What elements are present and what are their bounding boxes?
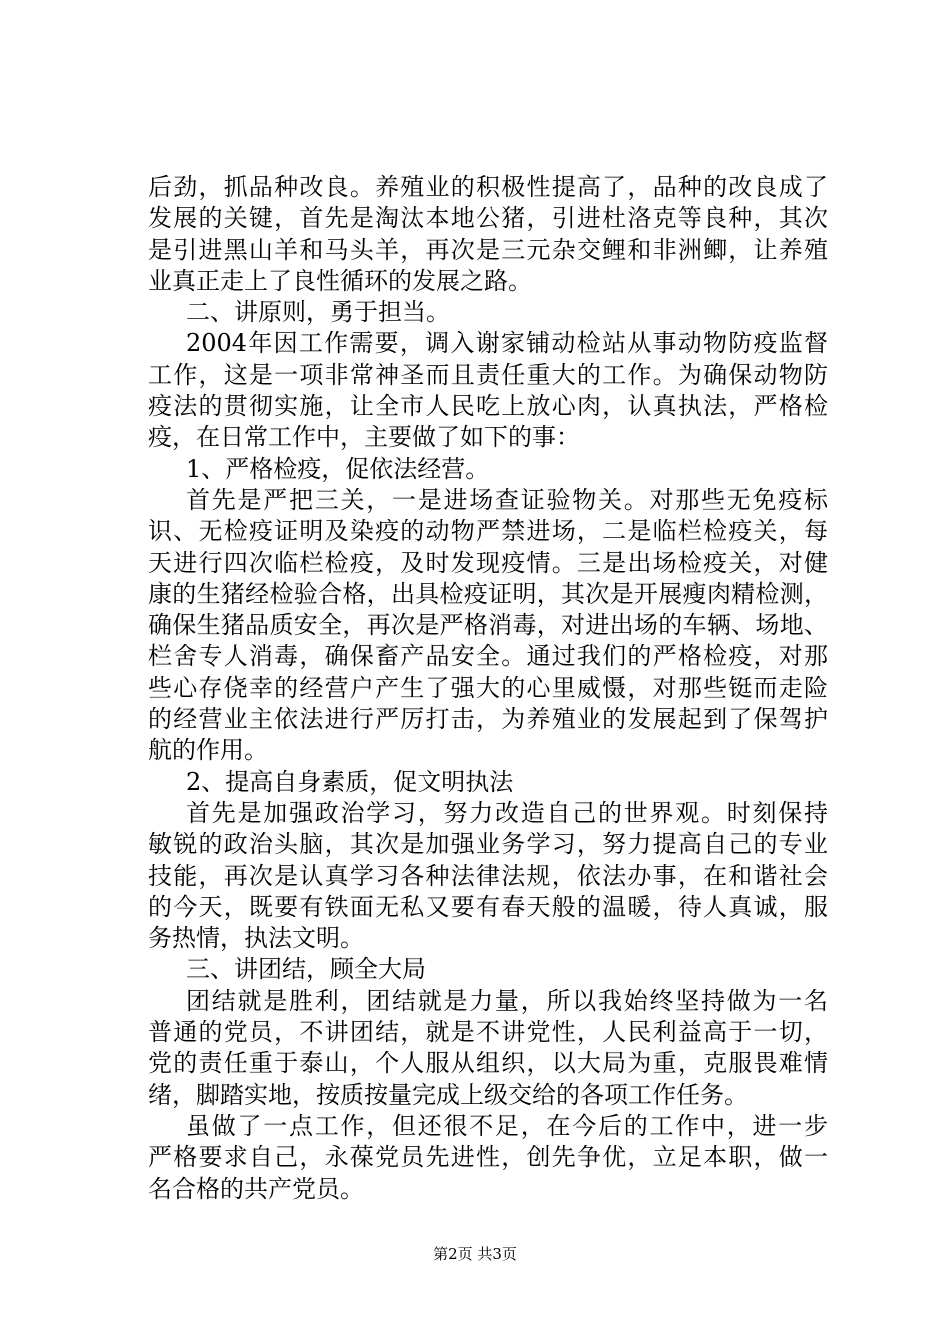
paragraph-line: 2004年因工作需要，调入谢家铺动检站从事动物防疫监督 [186, 329, 828, 358]
paragraph-line: 疫法的贯彻实施，让全市人民吃上放心肉，认真执法，严格检 [148, 392, 828, 421]
paragraph-line: 栏舍专人消毒，确保畜产品安全。通过我们的严格检疫，对那 [148, 642, 828, 671]
paragraph-line: 团结就是胜利，团结就是力量，所以我始终坚持做为一名 [186, 986, 828, 1015]
paragraph-line: 首先是加强政治学习，努力改造自己的世界观。时刻保持 [186, 798, 828, 827]
paragraph-line: 严格要求自己，永葆党员先进性，创先争优，立足本职，做一 [148, 1143, 828, 1172]
paragraph-line: 航的作用。 [148, 736, 268, 765]
section-heading: 三、讲团结，顾全大局 [186, 955, 426, 984]
paragraph-line: 天进行四次临栏检疫，及时发现疫情。三是出场检疫关，对健 [148, 548, 828, 577]
paragraph-line: 名合格的共产党员。 [148, 1174, 364, 1203]
paragraph-line: 确保生猪品质安全，再次是严格消毒，对进出场的车辆、场地、 [148, 611, 828, 640]
paragraph-line: 务热情，执法文明。 [148, 924, 364, 953]
paragraph-line: 的经营业主依法进行严厉打击，为养殖业的发展起到了保驾护 [148, 705, 828, 734]
paragraph-line: 首先是严把三关，一是进场查证验物关。对那些无免疫标 [186, 485, 828, 514]
paragraph-line: 发展的关键，首先是淘汰本地公猪，引进杜洛克等良种，其次 [148, 204, 828, 233]
document-body [148, 172, 828, 1205]
paragraph-line: 普通的党员，不讲团结，就是不讲党性，人民利益高于一切， [148, 1018, 828, 1047]
paragraph-line: 识、无检疫证明及染疫的动物严禁进场，二是临栏检疫关，每 [148, 517, 828, 546]
paragraph-line: 技能，再次是认真学习各种法律法规，依法办事，在和谐社会 [148, 861, 828, 890]
paragraph-line: 虽做了一点工作，但还很不足，在今后的工作中，进一步 [186, 1111, 828, 1140]
subsection-heading: 2、提高自身素质，促文明执法 [186, 767, 514, 796]
paragraph-line: 敏锐的政治头脑，其次是加强业务学习，努力提高自己的专业 [148, 830, 828, 859]
paragraph-line: 绪，脚踏实地，按质按量完成上级交给的各项工作任务。 [148, 1080, 748, 1109]
paragraph-line: 党的责任重于泰山，个人服从组织，以大局为重，克服畏难情 [148, 1049, 828, 1078]
paragraph-line: 康的生猪经检验合格，出具检疫证明，其次是开展瘦肉精检测， [148, 579, 828, 608]
paragraph-line: 工作，这是一项非常神圣而且责任重大的工作。为确保动物防 [148, 360, 828, 389]
paragraph-line: 后劲，抓品种改良。养殖业的积极性提高了，品种的改良成了 [148, 173, 828, 201]
paragraph-line: 业真正走上了良性循环的发展之路。 [148, 266, 532, 295]
paragraph-line: 是引进黑山羊和马头羊，再次是三元杂交鲤和非洲鲫，让养殖 [148, 235, 828, 264]
page-footer: 第2页 共3页 [433, 1245, 517, 1263]
paragraph-line: 的今天，既要有铁面无私又要有春天般的温暖，待人真诚，服 [148, 892, 828, 921]
section-heading: 二、讲原则，勇于担当。 [186, 298, 450, 327]
paragraph-line: 些心存侥幸的经营户产生了强大的心里威慑，对那些铤而走险 [148, 673, 828, 702]
paragraph-line: 疫，在日常工作中，主要做了如下的事： [148, 423, 580, 452]
subsection-heading: 1、严格检疫，促依法经营。 [186, 454, 490, 483]
